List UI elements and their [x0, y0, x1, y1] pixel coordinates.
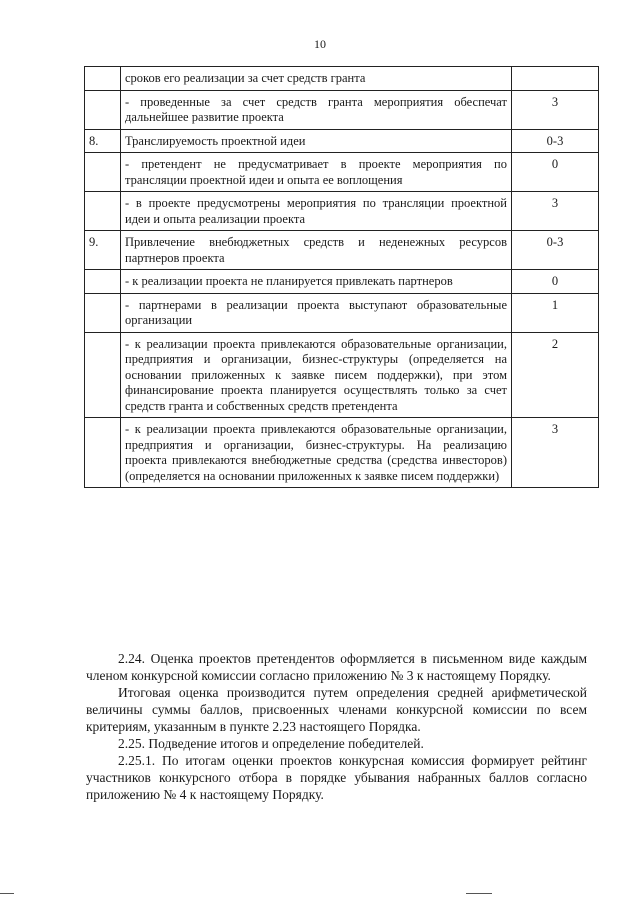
- scan-edge-mark: [466, 893, 492, 894]
- criterion-score: 0: [512, 270, 599, 294]
- criterion-score: [512, 67, 599, 91]
- criterion-text: - партнерами в реализации проекта выступают образовательные организации: [121, 293, 512, 332]
- criterion-number: 9.: [85, 231, 121, 270]
- criterion-text: сроков его реализации за счет средств гранта: [121, 67, 512, 91]
- criterion-number: [85, 67, 121, 91]
- criterion-text: - к реализации проекта не планируется привлекать партнеров: [121, 270, 512, 294]
- criterion-score: 2: [512, 332, 599, 418]
- criterion-text: - к реализации проекта привлекаются образовательные организации, предприятия и организации, бизнес-структуры. На реализацию проекта привлекаются внебюджетные средства (средства инвесторов) (определяется на основании приложенных к заявке писем поддержки): [121, 418, 512, 488]
- table-row: [85, 67, 599, 91]
- table-row: [85, 192, 599, 231]
- table-row: [85, 293, 599, 332]
- paragraph: 2.25.1. По итогам оценки проектов конкурсная комиссия формирует рейтинг участников конкурсного отбора в порядке убывания набранных баллов согласно приложению № 4 к настоящему Порядку.: [86, 753, 587, 802]
- criterion-number: [85, 418, 121, 488]
- table-row: [85, 270, 599, 294]
- table-row: [85, 418, 599, 488]
- paragraph: Итоговая оценка производится путем определения средней арифметической величины суммы баллов, присвоенных членами конкурсной комиссии по всем критериям, указанным в пункте 2.23 настоящего Порядка.: [86, 685, 587, 734]
- criterion-score: 0-3: [512, 129, 599, 153]
- paragraph: 2.24. Оценка проектов претендентов оформляется в письменном виде каждым членом конкурсной комиссии согласно приложению № 3 к настоящему Порядку.: [86, 651, 587, 683]
- table-row: [85, 153, 599, 192]
- criterion-text: - в проекте предусмотрены мероприятия по трансляции проектной идеи и опыта реализации проекта: [121, 192, 512, 231]
- criteria-table: [84, 66, 599, 488]
- table-row: [85, 231, 599, 270]
- scan-edge-mark: [0, 893, 14, 894]
- criterion-number: 8.: [85, 129, 121, 153]
- criterion-score: 3: [512, 192, 599, 231]
- criterion-number: [85, 270, 121, 294]
- criterion-text: - к реализации проекта привлекаются образовательные организации, предприятия и организации, бизнес-структуры (определяется на основании приложенных к заявке писем поддержки), при этом финансирование проекта планируется осуществлять только за счет средств гранта и собственных средств претендента: [121, 332, 512, 418]
- table-row: [85, 129, 599, 153]
- table-row: [85, 332, 599, 418]
- body-text: [86, 650, 587, 803]
- criterion-score: 3: [512, 90, 599, 129]
- criterion-score: 0-3: [512, 231, 599, 270]
- criterion-score: 0: [512, 153, 599, 192]
- criterion-number: [85, 192, 121, 231]
- criterion-text: Привлечение внебюджетных средств и неденежных ресурсов партнеров проекта: [121, 231, 512, 270]
- paragraph: 2.25. Подведение итогов и определение победителей.: [118, 736, 424, 751]
- criterion-number: [85, 90, 121, 129]
- criterion-text: Транслируемость проектной идеи: [121, 129, 512, 153]
- criterion-text: - претендент не предусматривает в проекте мероприятия по трансляции проектной идеи и опыта ее воплощения: [121, 153, 512, 192]
- criterion-score: 1: [512, 293, 599, 332]
- criterion-score: 3: [512, 418, 599, 488]
- criterion-number: [85, 332, 121, 418]
- criterion-text: - проведенные за счет средств гранта мероприятия обеспечат дальнейшее развитие проекта: [121, 90, 512, 129]
- criterion-number: [85, 293, 121, 332]
- page-number: 10: [314, 37, 326, 51]
- criterion-number: [85, 153, 121, 192]
- table-row: [85, 90, 599, 129]
